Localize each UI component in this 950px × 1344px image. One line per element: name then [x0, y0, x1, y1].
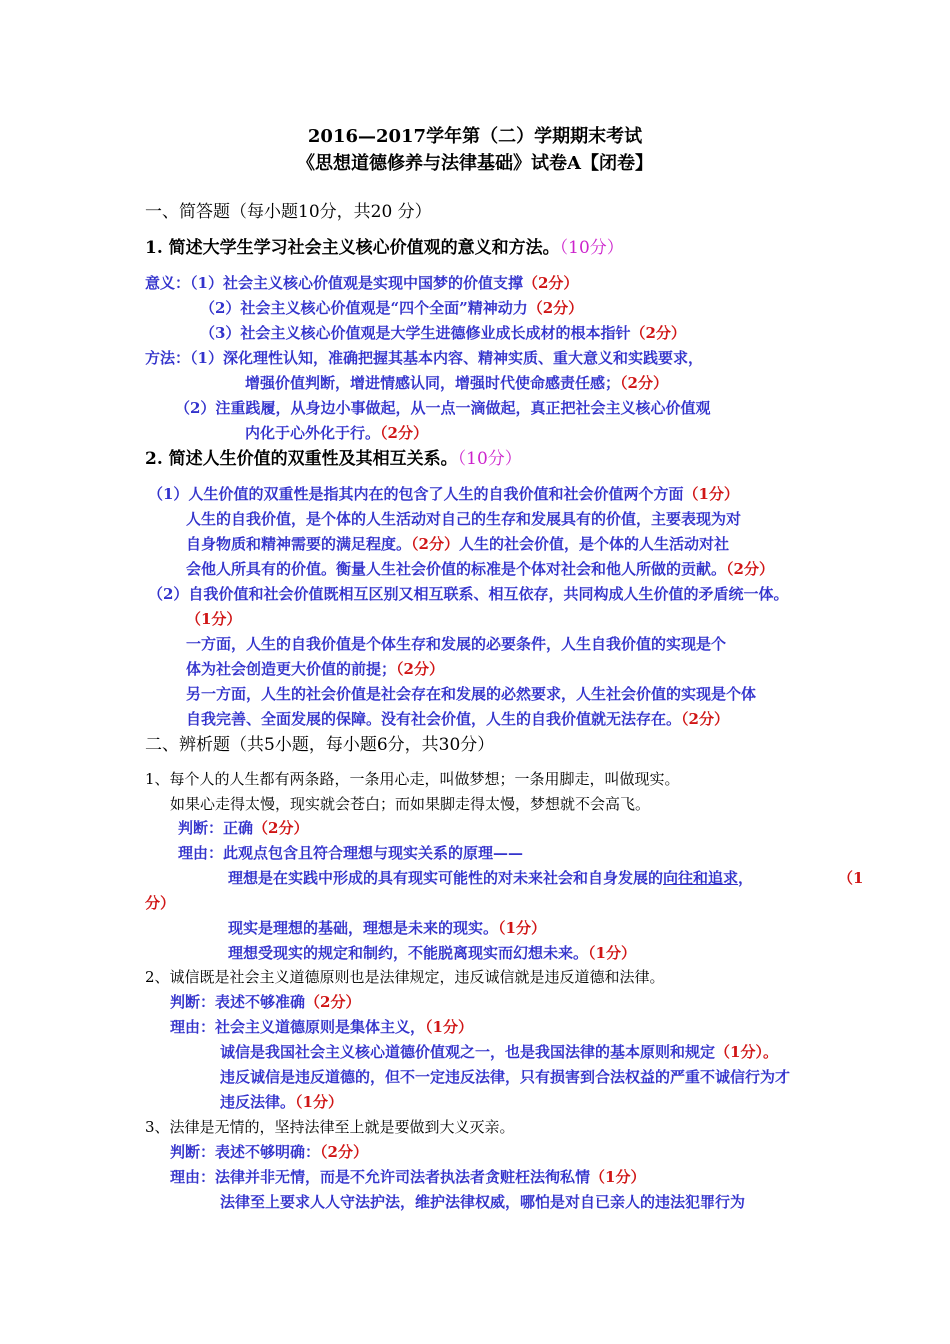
- reason-label: 理由：: [170, 1018, 216, 1036]
- points: （2分）: [396, 660, 444, 678]
- points: （2分）: [380, 424, 428, 442]
- answer-line: [148, 487, 739, 502]
- points: （2分）: [681, 710, 729, 728]
- points: （2分）: [630, 324, 686, 342]
- answer-line: [186, 537, 729, 552]
- answer-text: 诚信是我国社会主义核心道德价值观之一，也是我国法律的基本原则和规定: [220, 1043, 716, 1061]
- points: （1: [838, 869, 864, 887]
- answer-text: 自身物质和精神需要的满足程度。: [186, 535, 412, 553]
- question-2: [145, 451, 522, 468]
- answer-line: [186, 662, 444, 677]
- underlined-text: 向往和追求: [663, 869, 739, 887]
- question-1-number: 1.: [145, 238, 163, 258]
- points: （1分）: [588, 944, 636, 962]
- exam-title-line2: 《思想道德修养与法律基础》试卷A【闭卷】: [297, 153, 653, 174]
- answer-text: 增强价值判断，增进情感认同，增强时代使命感责任感；: [245, 374, 621, 392]
- answer-line: [220, 1095, 343, 1110]
- answer-text: （2）社会主义核心价值观是“四个全面”精神动力: [200, 299, 528, 317]
- answer-text: 内化于心外化于行。: [245, 424, 381, 442]
- answer-line: [145, 276, 578, 291]
- points: （2分）: [620, 374, 668, 392]
- question-2-text: 简述人生价值的双重性及其相互关系。: [168, 449, 458, 469]
- question-2-number: 2.: [145, 449, 163, 469]
- answer-line: 人生的自我价值，是个体的人生活动对自己的生存和发展具有的价值，主要表现为对: [186, 510, 742, 528]
- reason-label: 理由：: [170, 1168, 216, 1186]
- answer-text: 理想受现实的规定和制约，不能脱离现实而幻想未来。: [228, 944, 589, 962]
- answer-line: [245, 376, 668, 391]
- reason-label: 理由：: [178, 844, 224, 862]
- points: （2分）: [253, 819, 309, 837]
- answer-line: [228, 946, 636, 961]
- answer-line: 违反诚信是违反道德的，但不一定违反法律，只有损害到合法权益的严重不诚信行为才: [220, 1068, 791, 1086]
- judge-text: 表述不够明确：: [215, 1143, 321, 1161]
- answer-text: （1）社会主义核心价值观是实现中国梦的价值支撑: [190, 274, 523, 292]
- points: （1分）: [498, 919, 546, 937]
- reason-text: 此观点包含且符合理想与现实关系的原理——: [223, 844, 524, 862]
- answer-line: [200, 326, 686, 341]
- reason: [170, 1020, 473, 1035]
- section2-heading: 二、辨析题（共5小题，每小题6分，共30分）: [145, 735, 495, 755]
- judge-text: 正确: [223, 819, 254, 837]
- judgement: [178, 821, 308, 836]
- points: （2分）: [726, 560, 774, 578]
- judgement: [170, 1145, 368, 1160]
- points: （1分）: [295, 1093, 343, 1111]
- points: 分）: [145, 894, 176, 912]
- answer-line: （2）自我价值和社会价值既相互区别又相互联系、相互依存，共同构成人生价值的矛盾统一体。: [148, 585, 789, 603]
- exam-title-line1: 2016—2017学年第（二）学期期末考试: [307, 126, 643, 147]
- judge-label: 判断：: [170, 1143, 216, 1161]
- problem-2-line1: 2、诚信既是社会主义道德原则也是法律规定，违反诚信就是违反道德和法律。: [145, 968, 665, 986]
- answer-line: [200, 301, 583, 316]
- answer-line: 一方面，人生的自我价值是个体生存和发展的必要条件，人生自我价值的实现是个: [186, 635, 727, 653]
- answer-text: 人生的社会价值，是个体的人生活动对社: [458, 535, 729, 553]
- answer-line: [145, 351, 703, 366]
- points: （1分）: [186, 610, 242, 628]
- answer-text: 会他人所具有的价值。衡量人生社会价值的标准是个体对社会和他人所做的贡献。: [186, 560, 727, 578]
- points: （2分）: [411, 535, 459, 553]
- answer-text: 自我完善、全面发展的保障。没有社会价值，人生的自我价值就无法存在。: [186, 710, 682, 728]
- answer-line: 法律至上要求人人守法护法，维护法律权威，哪怕是对自已亲人的违法犯罪行为: [220, 1193, 746, 1211]
- points: （1分）: [715, 1043, 763, 1061]
- answer-line: [186, 562, 774, 577]
- points: （1分）: [683, 485, 739, 503]
- answer-text: 现实是理想的基础，理想是未来的现实。: [228, 919, 499, 937]
- points: （1分）: [425, 1018, 473, 1036]
- reason-text: 法律并非无情，而是不允许司法者执法者贪赃枉法徇私情: [215, 1168, 591, 1186]
- answer-text: ，: [738, 869, 754, 887]
- method-label: 方法：: [145, 349, 191, 367]
- judge-label: 判断：: [178, 819, 224, 837]
- answer-line: [228, 871, 753, 886]
- reason: [178, 846, 523, 861]
- points: （2分）: [320, 1143, 368, 1161]
- points: （1分）: [590, 1168, 646, 1186]
- question-1-text: 简述大学生学习社会主义核心价值观的意义和方法。: [168, 238, 560, 258]
- answer-text: （1）深化理性认知，准确把握其基本内容、精神实质、重大意义和实践要求，: [190, 349, 703, 367]
- answer-line: （2）注重践履，从身边小事做起，从一点一滴做起，真正把社会主义核心价值观: [175, 399, 711, 417]
- question-1-score: （10分）: [559, 238, 624, 258]
- points: （2分）: [522, 274, 579, 292]
- answer-line: 另一方面，人生的社会价值是社会存在和发展的必然要求，人生社会价值的实现是个体: [186, 685, 757, 703]
- judge-text: 表述不够准确: [215, 993, 306, 1011]
- answer-text: （1）人生价值的双重性是指其内在的包含了人生的自我价值和社会价值两个方面: [148, 485, 684, 503]
- points: （2分）: [527, 299, 584, 317]
- meaning-label: 意义：: [145, 274, 191, 292]
- problem-3-line1: 3、法律是无情的，坚持法律至上就是要做到大义灭亲。: [145, 1118, 515, 1136]
- answer-text: 体为社会创造更大价值的前提；: [186, 660, 397, 678]
- section1-heading: 一、简答题（每小题10分，共20 分）: [145, 202, 432, 222]
- answer-text: （3）社会主义核心价值观是大学生进德修业成长成材的根本指针: [200, 324, 631, 342]
- answer-line: [186, 612, 241, 627]
- answer-text: 违反法律。: [220, 1093, 296, 1111]
- answer-line: [228, 921, 546, 936]
- answer-line: [220, 1045, 778, 1060]
- answer-line: [245, 426, 428, 441]
- answer-text: 。: [762, 1043, 778, 1061]
- reason-text: 社会主义道德原则是集体主义，: [215, 1018, 426, 1036]
- points: （2分）: [305, 993, 361, 1011]
- answer-line: [186, 712, 729, 727]
- question-1: [145, 240, 624, 257]
- problem-1-line2: 如果心走得太慢，现实就会苍白；而如果脚走得太慢，梦想就不会高飞。: [170, 795, 651, 813]
- judgement: [170, 995, 360, 1010]
- problem-1-line1: 1、每个人的人生都有两条路，一条用心走，叫做梦想；一条用脚走，叫做现实。: [145, 770, 680, 788]
- answer-text: 理想是在实践中形成的具有现实可能性的对未来社会和自身发展的: [228, 869, 664, 887]
- question-2-score: （10分）: [457, 449, 522, 469]
- judge-label: 判断：: [170, 993, 216, 1011]
- reason: [170, 1170, 645, 1185]
